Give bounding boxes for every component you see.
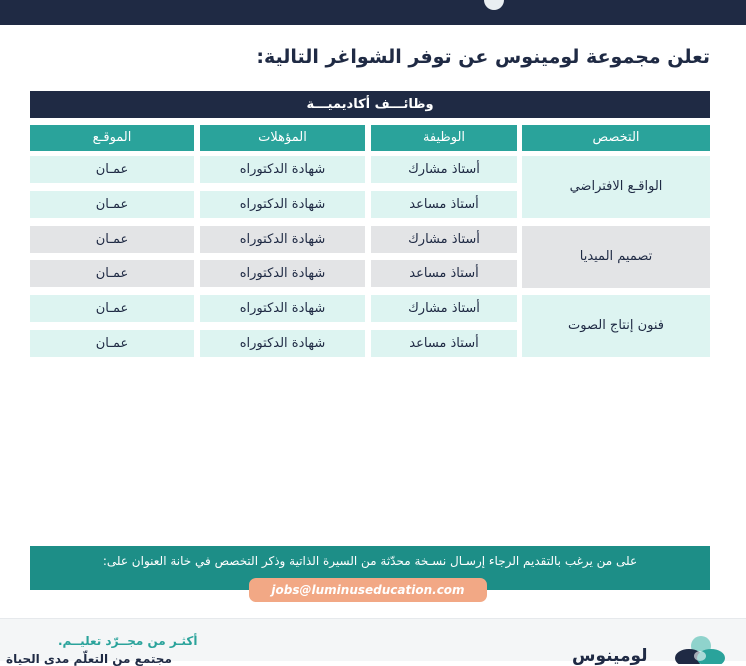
column-header-job: الوظيفة — [371, 125, 517, 151]
location-cell: عمـان — [30, 226, 194, 253]
qualifications-cell: شهادة الدكتوراه — [200, 156, 365, 183]
location-cell: عمـان — [30, 191, 194, 218]
column-header-specialty: التخصص — [522, 125, 710, 151]
job-cell: أستاذ مشارك — [371, 226, 517, 253]
email-link[interactable]: jobs@luminuseducation.com — [249, 578, 487, 602]
location-cell: عمـان — [30, 260, 194, 287]
job-cell: أستاذ مشارك — [371, 295, 517, 322]
qualifications-cell: شهادة الدكتوراه — [200, 330, 365, 357]
column-header-qualifications: المؤهلات — [200, 125, 365, 151]
job-cell: أستاذ مشارك — [371, 156, 517, 183]
location-cell: عمـان — [30, 156, 194, 183]
top-bar — [0, 0, 746, 25]
section-title-banner: وظائـــف أكاديميـــة — [30, 91, 710, 118]
job-cell: أستاذ مساعد — [371, 330, 517, 357]
job-cell: أستاذ مساعد — [371, 260, 517, 287]
qualifications-cell: شهادة الدكتوراه — [200, 226, 365, 253]
qualifications-cell: شهادة الدكتوراه — [200, 191, 365, 218]
column-header-location: الموقـع — [30, 125, 194, 151]
footer-subtagline: مجتمع من التعلّم مدى الحياة — [6, 652, 172, 666]
specialty-cell: الواقـع الافتراضي — [522, 156, 710, 218]
footer-tagline: أكثـر من مجــرّد تعليــم. — [58, 634, 198, 648]
specialty-cell: تصميم الميديا — [522, 226, 710, 288]
top-bar-ornament — [484, 0, 504, 10]
logo-wordmark: لومينوس — [572, 646, 648, 666]
specialty-cell: فنون إنتاج الصوت — [522, 295, 710, 357]
qualifications-cell: شهادة الدكتوراه — [200, 260, 365, 287]
job-cell: أستاذ مساعد — [371, 191, 517, 218]
qualifications-cell: شهادة الدكتوراه — [200, 295, 365, 322]
location-cell: عمـان — [30, 330, 194, 357]
page-headline: تعلن مجموعة لومينوس عن توفر الشواغر التالية: — [256, 46, 710, 68]
location-cell: عمـان — [30, 295, 194, 322]
apply-instructions: على من يرغب بالتقديم الرجاء إرسـال نسـخة محدّثة من السيرة الذاتية وذكر التخصص في خانة العنوان على: — [30, 546, 710, 590]
